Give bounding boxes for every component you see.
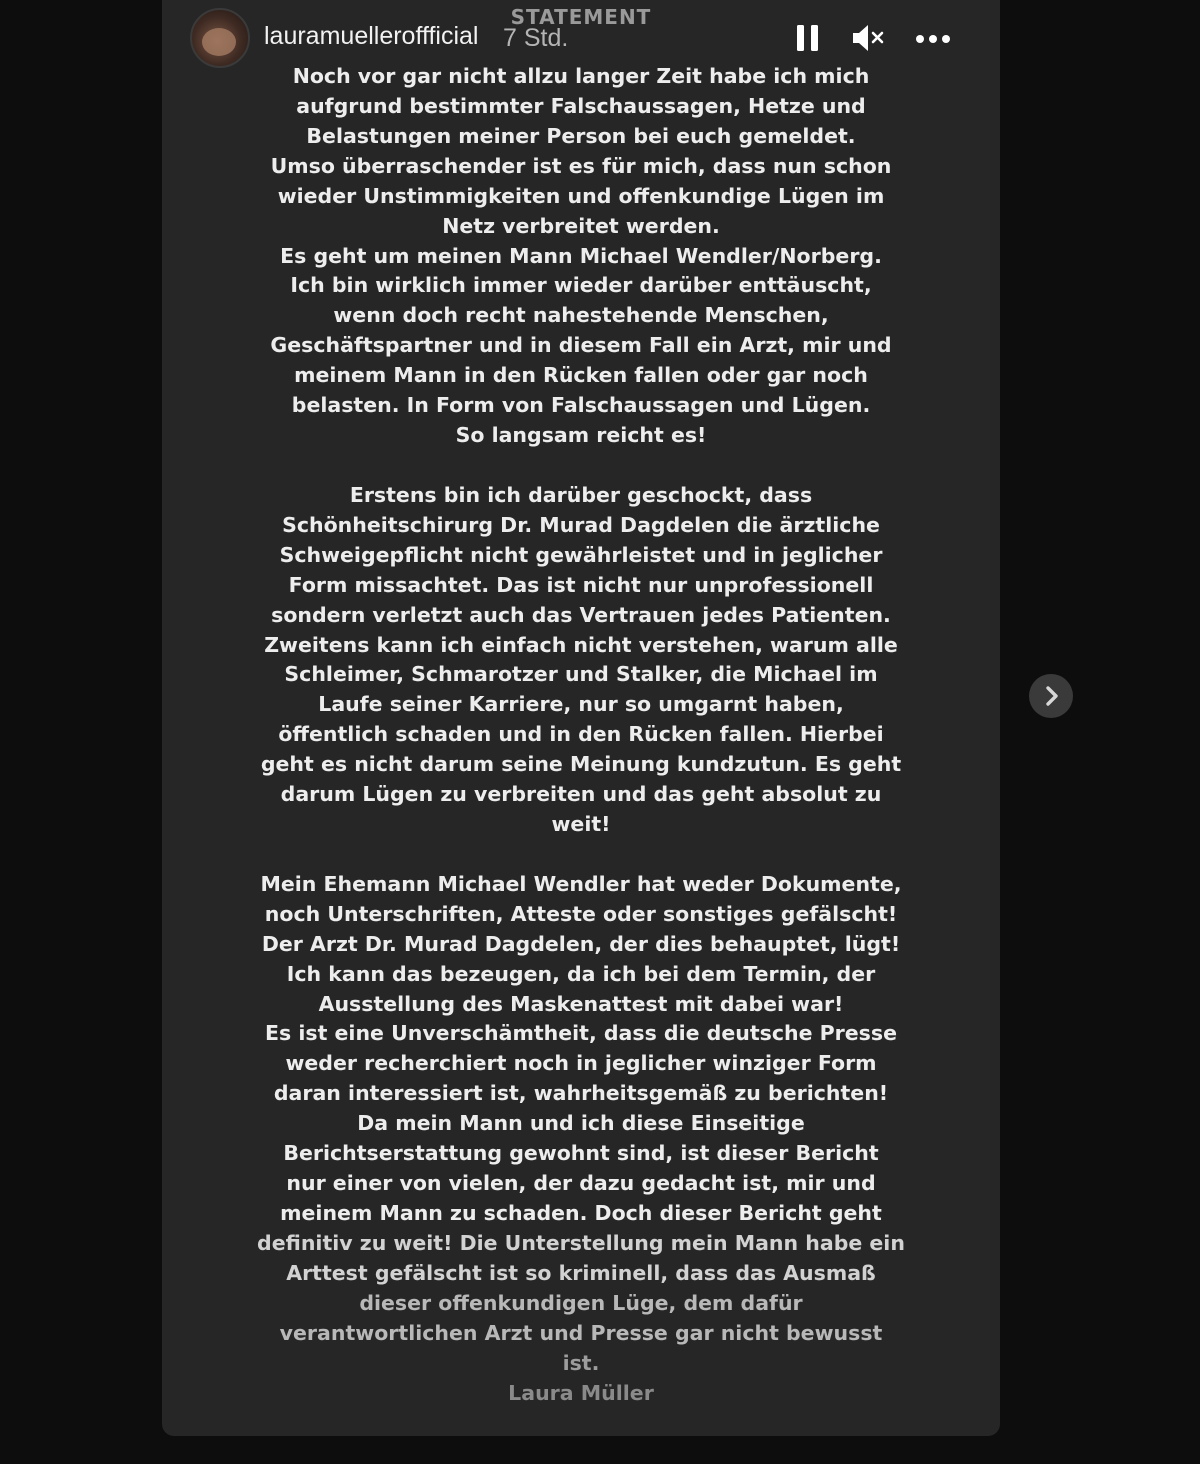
text-line: wieder Unstimmigkeiten und offenkundige Lügen im	[277, 183, 885, 208]
mute-button[interactable]	[850, 18, 886, 58]
text-line: Form missachtet. Das ist nicht nur unprofessionell	[288, 572, 874, 597]
text-line: Arttest gefälscht ist so kriminell, dass das Ausmaß	[286, 1260, 876, 1285]
text-line: Erstens bin ich darüber geschockt, dass	[349, 482, 813, 507]
text-line: belasten. In Form von Falschaussagen und Lügen.	[291, 393, 871, 418]
text-line: verantwortlichen Arzt und Presse gar nicht bewusst	[279, 1320, 883, 1345]
text-line: Schönheitschirurg Dr. Murad Dagdelen die ärztliche	[282, 512, 880, 537]
text-line: Schweigepflicht nicht gewährleistet und in jeglicher	[279, 542, 883, 567]
text-line: sondern verletzt auch das Vertrauen jedes Patienten.	[271, 602, 891, 627]
text-line: wenn doch recht nahestehende Menschen,	[333, 303, 829, 328]
next-story-button[interactable]	[1029, 674, 1073, 718]
text-line: Berichtserstattung gewohnt sind, ist dieser Bericht	[283, 1141, 879, 1166]
paragraph-gap	[162, 451, 1000, 481]
text-line: Schleimer, Schmarotzer und Stalker, die Michael im	[284, 662, 878, 687]
text-line: dieser offenkundigen Lüge, dem dafür	[359, 1290, 803, 1315]
text-line: darum Lügen zu verbreiten und das geht absolut zu	[280, 782, 882, 807]
username-link[interactable]: lauramuelleroffficial	[264, 22, 479, 50]
text-line: noch Unterschriften, Atteste oder sonstiges gefälscht!	[264, 901, 898, 926]
text-line: Mein Ehemann Michael Wendler hat weder Dokumente,	[260, 871, 902, 896]
text-line: Ich kann das bezeugen, da ich bei dem Termin, der	[286, 961, 876, 986]
story-title: STATEMENT	[510, 5, 652, 29]
statement-text	[162, 62, 1000, 1408]
paragraph-gap	[162, 840, 1000, 870]
text-line: ist.	[562, 1350, 600, 1375]
story-timestamp: 7 Std.	[503, 24, 569, 52]
paragraph-3	[162, 870, 1000, 1379]
text-line: Belastungen meiner Person bei euch gemeldet.	[306, 123, 856, 148]
pause-icon	[794, 18, 822, 58]
avatar-photo	[202, 28, 236, 56]
text-line: Der Arzt Dr. Murad Dagdelen, der dies behauptet, lügt!	[261, 931, 901, 956]
text-line: Geschäftspartner und in diesem Fall ein Arzt, mir und	[270, 333, 892, 358]
text-line: Zweitens kann ich einfach nicht verstehen, warum alle	[264, 632, 898, 657]
text-line: Umso überraschender ist es für mich, dass nun schon	[270, 153, 892, 178]
story-panel[interactable]	[162, 0, 1000, 1436]
text-line: nur einer von vielen, der dazu gedacht ist, mir und	[286, 1171, 876, 1196]
text-line: Da mein Mann und ich diese Einseitige	[357, 1111, 805, 1136]
paragraph-2	[162, 481, 1000, 840]
text-line: Ausstellung des Maskenattest mit dabei war!	[318, 991, 844, 1016]
text-line: weder recherchiert noch in jeglicher winziger Form	[285, 1051, 877, 1076]
text-line: weit!	[551, 812, 611, 837]
text-line: meinem Mann zu schaden. Doch dieser Bericht geht	[280, 1201, 882, 1225]
text-line: So langsam reicht es!	[455, 423, 707, 448]
text-line: Netz verbreitet werden.	[442, 213, 720, 238]
more-options-button[interactable]	[914, 18, 954, 58]
signature: Laura Müller	[508, 1380, 654, 1405]
text-line: geht es nicht darum seine Meinung kundzutun. Es geht	[260, 752, 902, 777]
chevron-right-icon	[1029, 674, 1073, 718]
text-line: definitiv zu weit! Die Unterstellung mein Mann habe ein	[257, 1230, 905, 1255]
text-line: daran interessiert ist, wahrheitsgemäß zu berichten!	[273, 1081, 889, 1106]
text-line: Laufe seiner Karriere, nur so umgarnt haben,	[318, 692, 844, 717]
speaker-muted-icon	[850, 18, 886, 58]
text-line: Es ist eine Unverschämtheit, dass die deutsche Presse	[265, 1021, 897, 1046]
text-line: Ich bin wirklich immer wieder darüber enttäuscht,	[290, 273, 872, 298]
paragraph-1	[162, 62, 1000, 451]
text-line: Es geht um meinen Mann Michael Wendler/Norberg.	[280, 243, 882, 268]
pause-button[interactable]	[794, 18, 822, 58]
text-line: meinem Mann in den Rücken fallen oder gar noch	[294, 363, 868, 388]
text-line: Noch vor gar nicht allzu langer Zeit habe ich mich	[292, 64, 870, 88]
text-line: öffentlich schaden und in den Rücken fallen. Hierbei	[278, 722, 884, 747]
more-options-icon	[914, 18, 954, 58]
text-line: aufgrund bestimmter Falschaussagen, Hetze und	[296, 93, 866, 118]
